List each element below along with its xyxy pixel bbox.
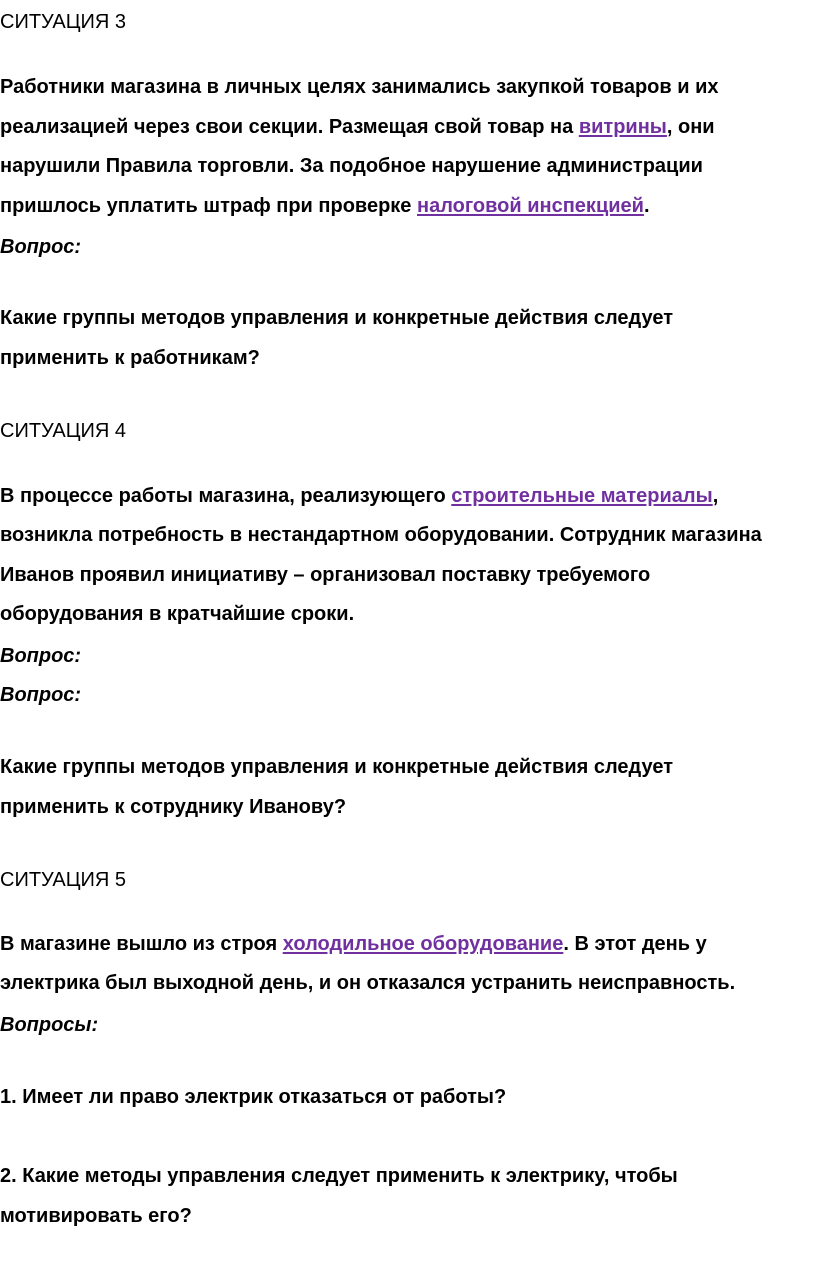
text-segment: В процессе работы магазина, реализующего <box>0 485 452 507</box>
situation-4-text-line-4: оборудования в кратчайшие сроки. <box>0 603 355 625</box>
situation-4-question-label-2: Вопрос: <box>0 684 82 706</box>
situation-4-question-line-2: применить к сотруднику Иванову? <box>0 796 347 818</box>
text-segment: реализацией через свои секции. Размещая свой товар на <box>0 116 579 138</box>
text-segment: В магазине вышло из строя <box>0 933 283 955</box>
situation-4-text-line-1 <box>0 484 718 508</box>
link-refrigeration-equipment[interactable]: холодильное оборудование <box>282 933 564 955</box>
text-segment: . В этот день у <box>563 933 707 955</box>
situation-3-question-line-2: применить к работникам? <box>0 347 260 369</box>
situation-5-question-2-line-1: 2. Какие методы управления следует применить к электрику, чтобы <box>0 1165 678 1187</box>
situation-5-heading: СИТУАЦИЯ 5 <box>0 869 127 891</box>
text-segment: , они <box>666 116 715 138</box>
text-segment: пришлось уплатить штраф при проверке <box>0 195 417 217</box>
situation-4-heading: СИТУАЦИЯ 4 <box>0 420 127 442</box>
situation-3-question-label: Вопрос: <box>0 236 82 258</box>
situation-5-question-2-line-2: мотивировать его? <box>0 1205 192 1227</box>
situation-3-text-line-3: нарушили Правила торговли. За подобное нарушение администрации <box>0 155 703 177</box>
situation-3-text-line-4 <box>0 194 650 218</box>
situation-3-text-line-2 <box>0 115 715 139</box>
situation-5-text-line-2: электрика был выходной день, и он отказался устранить неисправность. <box>0 972 736 994</box>
situation-5-question-1: 1. Имеет ли право электрик отказаться от работы? <box>0 1086 507 1108</box>
situation-5-questions-label: Вопросы: <box>0 1014 99 1036</box>
situation-4-question-line-1: Какие группы методов управления и конкретные действия следует <box>0 756 674 778</box>
situation-4-text-line-2: возникла потребность в нестандартном оборудовании. Сотрудник магазина <box>0 524 762 546</box>
link-tax-inspection[interactable]: налоговой инспекцией <box>416 195 644 217</box>
situation-3-heading: СИТУАЦИЯ 3 <box>0 11 127 33</box>
text-segment: . <box>643 195 650 217</box>
situation-4-question-label-1: Вопрос: <box>0 645 82 667</box>
situation-3-question-line-1: Какие группы методов управления и конкретные действия следует <box>0 307 674 329</box>
link-showcases[interactable]: витрины <box>578 116 667 138</box>
situation-4-text-line-3: Иванов проявил инициативу – организовал поставку требуемого <box>0 564 651 586</box>
link-building-materials[interactable]: строительные материалы <box>451 485 713 507</box>
situation-5-text-line-1 <box>0 932 707 956</box>
text-segment: , <box>712 485 719 507</box>
situation-3-text-line-1: Работники магазина в личных целях занимались закупкой товаров и их <box>0 76 719 98</box>
